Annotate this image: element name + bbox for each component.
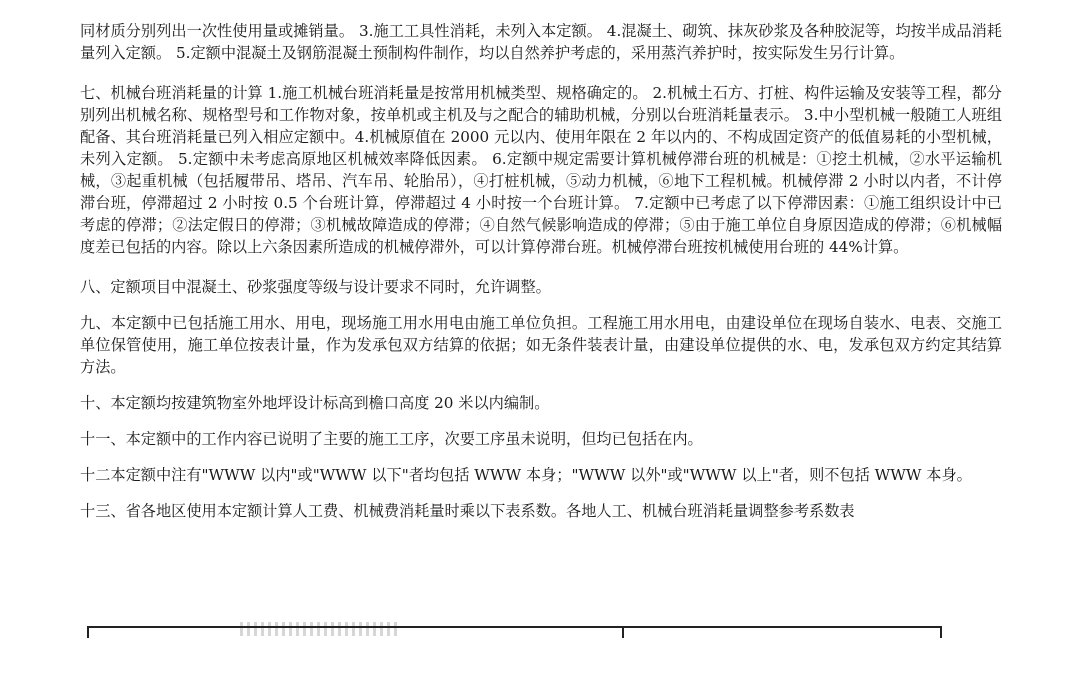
paragraph-section-11: 十一、本定额中的工作内容已说明了主要的施工工序，次要工序虽未说明，但均已包括在内。 bbox=[80, 430, 703, 448]
paragraph-materials: 同材质分别列出一次性使用量或摊销量。 3.施工工具性消耗，未列入本定额。 4.混凝土、砌筑、抹灰砂浆及各种胶泥等，均按半成品消耗量列入定额。 5.定额中混凝土及钢筋混凝土预制构件制作，均以自然养护考虑的，采用蒸汽养护时，按实际发生另行计算。 bbox=[80, 22, 1002, 62]
table-left-border bbox=[87, 626, 89, 638]
paragraph-section-8: 八、定额项目中混凝土、砂浆强度等级与设计要求不同时，允许调整。 bbox=[80, 278, 551, 296]
table-top-border bbox=[87, 626, 942, 628]
table-right-border bbox=[940, 626, 942, 638]
table-column-divider bbox=[622, 626, 624, 638]
coefficient-table-top bbox=[87, 626, 942, 646]
paragraph-section-7-machinery: 七、机械台班消耗量的计算 1.施工机械台班消耗量是按常用机械类型、规格确定的。 2.机械土石方、打桩、构件运输及安装等工程，都分别列出机械名称、规格型号和工作物对象，按单机或主机及与之配合的辅助机械，分别以台班消耗量表示。 3.中小型机械一般随工人班组配备、其台班消耗量已列入相应定额中。4.机械原值在 2000 元以内、使用年限在 2 年以内的、不构成固定资产的低值易耗的小型机械，未列入定额。 5.定额中未考虑高原地区机械效率降低因素。 6.定额中规定需要计算机械停滞台班的机械是：①挖土机械，②水平运输机械，③起重机械（包括履带吊、塔吊、汽车吊、轮胎吊），④打桩机械，⑤动力机械，⑥地下工程机械。机械停滞 2 小时以内者，不计停滞台班，停滞超过 2 小时按 0.5 个台班计算，停滞超过 4 小时按一个台班计算。 7.定额中已考虑了以下停滞因素：①施工组织设计中已考虑的停滞；②法定假日的停滞；③机械故障造成的停滞；④自然气候影响造成的停滞；⑤由于施工单位自身原因造成的停滞；⑥机械幅度差已包括的内容。除以上六条因素所造成的机械停滞外，可以计算停滞台班。机械停滞台班按机械使用台班的 44%计算。 bbox=[80, 84, 1002, 256]
paragraph-section-9: 九、本定额中已包括施工用水、用电，现场施工用水用电由施工单位负担。工程施工用水用电，由建设单位在现场自装水、电表、交施工单位保管使用，施工单位按表计量，作为发承包双方结算的依据；如无条件装表计量，由建设单位提供的水、电，发承包双方约定其结算方法。 bbox=[80, 314, 1002, 376]
paragraph-section-13: 十三、省各地区使用本定额计算人工费、机械费消耗量时乘以下表系数。各地人工、机械台班消耗量调整参考系数表 bbox=[80, 502, 855, 520]
paragraph-section-10: 十、本定额均按建筑物室外地坪设计标高到檐口高度 20 米以内编制。 bbox=[80, 394, 550, 412]
document-page bbox=[80, 20, 1002, 536]
paragraph-section-12: 十二本定额中注有"WWW 以内"或"WWW 以下"者均包括 WWW 本身；"WWW 以外"或"WWW 以上"者，则不包括 WWW 本身。 bbox=[80, 466, 972, 484]
